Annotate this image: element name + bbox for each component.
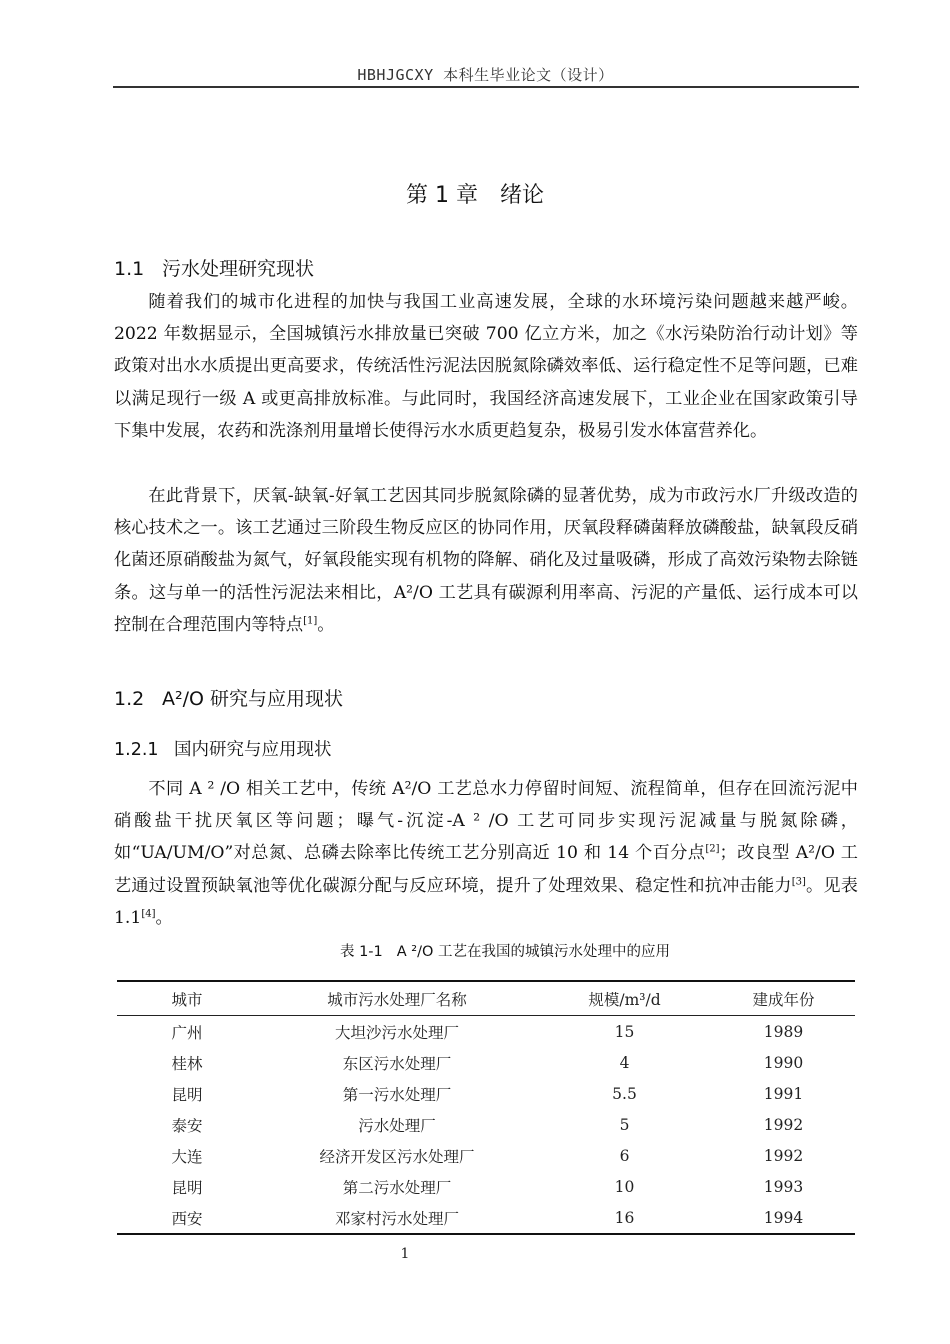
cell-city: 昆明 xyxy=(171,1178,203,1197)
cell-scale: 4 xyxy=(619,1053,630,1072)
cell-scale: 6 xyxy=(619,1146,630,1165)
table-row xyxy=(117,1171,855,1202)
table-row xyxy=(117,1047,855,1078)
cell-year: 1994 xyxy=(712,1202,855,1234)
cell-year: 1993 xyxy=(763,1177,804,1196)
cell-year: 1990 xyxy=(763,1053,804,1072)
paragraph-text: 在此背景下，厌氧-缺氧-好氧工艺因其同步脱氮除磷的显著优势，成为市政污水厂升级改造的核心技术之一。该工艺通过三阶段生物反应区的协同作用，厌氧段释磷菌释放磷酸盐，缺氧段反硝化菌还原硝酸盐为氮气，好氧段能实现有机物的降解、硝化及过量吸磷，形成了高效污染物去除链条。这与单一的活性污泥法来相比，A²/O 工艺具有碳源利用率高、污泥的产量低、运行成本可以控制在合理范围内等特点 xyxy=(114,486,858,635)
cell-city: 桂林 xyxy=(171,1054,203,1073)
paragraph-1-1-a: 随着我们的城市化进程的加快与我国工业高速发展，全球的水环境污染问题越来越严峻。2022 年数据显示，全国城镇污水排放量已突破 700 亿立方米，加之《水污染防治行动计划》等政策对出水水质提出更高要求，传统活性污泥法因脱氮除磷效率低、运行稳定性不足等问题，已难以满足现行一级 A 或更高排放标准。与此同时，我国经济高速发展下，工业企业在国家政策引导下集中发展，农药和洗涤剂用量增长使得污水水质更趋复杂，极易引发水体富营养化。 xyxy=(114,292,858,441)
section-heading-1-2 xyxy=(114,684,343,711)
subsection-title: 国内研究与应用现状 xyxy=(174,740,332,760)
cell-plant-name: 大坦沙污水处理厂 xyxy=(334,1023,459,1042)
cell-scale: 16 xyxy=(537,1202,712,1234)
paragraph-text: ；改良型 A²/O 工艺通过设置预缺氧池等优化碳源分配与反应环境，提升了处理效果、稳定性和抗冲击能力 xyxy=(114,843,858,896)
cell-city: 大连 xyxy=(171,1147,203,1166)
paragraph-1-1-b xyxy=(114,470,858,641)
cell-plant-name: 经济开发区污水处理厂 xyxy=(319,1147,475,1166)
cell-year: 1989 xyxy=(763,1022,804,1041)
subsection-heading-1-2-1 xyxy=(114,736,332,761)
cell-plant-name: 第二污水处理厂 xyxy=(342,1178,452,1197)
cell-year: 1992 xyxy=(763,1115,804,1134)
paragraph-1-2-1 xyxy=(114,763,858,934)
table-number: 表 1-1 xyxy=(339,944,383,960)
chapter-name: 绪论 xyxy=(499,183,544,208)
section-title: A²/O 研究与应用现状 xyxy=(162,688,344,710)
data-table xyxy=(117,980,855,1235)
citation: [2] xyxy=(705,843,720,855)
table-row xyxy=(117,1016,855,1048)
column-header-year: 建成年份 xyxy=(712,981,855,1016)
running-header: HBHJGCXY 本科生毕业论文（设计） xyxy=(357,66,614,84)
cell-plant-name: 第一污水处理厂 xyxy=(342,1085,452,1104)
table-row xyxy=(117,1202,855,1234)
cell-year: 1992 xyxy=(763,1146,804,1165)
paragraph-end: 。 xyxy=(155,907,173,928)
cell-scale: 5 xyxy=(619,1115,630,1134)
subsection-number: 1.2.1 xyxy=(114,740,159,760)
cell-plant-name: 污水处理厂 xyxy=(358,1116,436,1135)
section-number: 1.1 xyxy=(114,258,145,280)
paragraph-text: 。见表 1.1 xyxy=(114,875,858,928)
table-title: A ²/O 工艺在我国的城镇污水处理中的应用 xyxy=(396,944,671,960)
cell-city: 广州 xyxy=(171,1023,203,1042)
cell-city: 泰安 xyxy=(171,1116,203,1135)
paragraph-end: 。 xyxy=(317,614,335,635)
citation: [3] xyxy=(791,875,806,887)
cell-city: 昆明 xyxy=(171,1085,203,1104)
column-header-scale: 规模/m³/d xyxy=(537,981,712,1016)
header-rule xyxy=(113,86,859,88)
cell-year: 1991 xyxy=(763,1084,804,1103)
section-title: 污水处理研究现状 xyxy=(162,258,315,280)
page-number: 1 xyxy=(400,1246,410,1262)
table-row xyxy=(117,1109,855,1140)
citation: [4] xyxy=(141,908,156,920)
cell-scale: 15 xyxy=(614,1022,635,1041)
section-number: 1.2 xyxy=(114,688,145,710)
chapter-title xyxy=(0,178,950,209)
cell-plant-name: 邓家村污水处理厂 xyxy=(257,1202,537,1234)
column-header-city: 城市 xyxy=(117,981,257,1016)
chapter-number: 第 1 章 xyxy=(406,183,478,208)
table-row xyxy=(117,1078,855,1109)
cell-plant-name: 东区污水处理厂 xyxy=(342,1054,452,1073)
paragraph-text: 不同 A ² /O 相关工艺中，传统 A²/O 工艺总水力停留时间短、流程简单，但存在回流污泥中硝酸盐干扰厌氧区等问题；曝气-沉淀-A ² /O 工艺可同步实现污泥减量与脱氮除磷，如“UA/UM/O”对总氮、总磷去除率比传统工艺分别高近 10 和 14 个百分点 xyxy=(114,779,858,864)
table-row xyxy=(117,1140,855,1171)
cell-scale: 10 xyxy=(614,1177,635,1196)
cell-scale: 5.5 xyxy=(612,1084,637,1103)
table-header-row xyxy=(117,981,855,1016)
column-header-plant-name: 城市污水处理厂名称 xyxy=(257,981,537,1016)
citation: [1] xyxy=(303,615,318,627)
table-caption xyxy=(0,940,950,961)
cell-city: 西安 xyxy=(117,1202,257,1234)
